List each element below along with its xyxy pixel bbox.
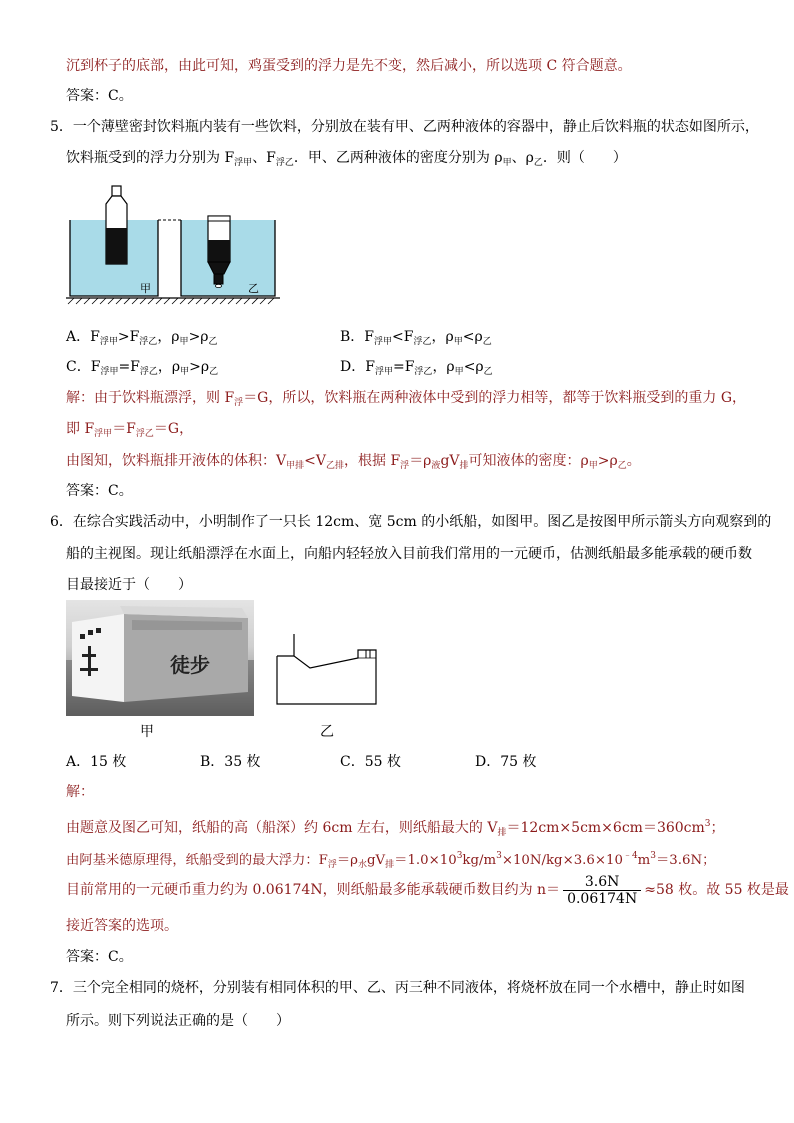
text-run: 由题意及图乙可知，纸船的高（船深）约 6cm 左右，则纸船最大的 V	[66, 820, 498, 836]
q6-stem-line1: 6．在综合实践活动中，小明制作了一只长 12cm、宽 5cm 的小纸船，如图甲。图乙是按图甲所示箭头方向观察到的	[50, 514, 772, 530]
subscript: 乙	[208, 337, 218, 347]
text-run: ．则（ ）	[542, 150, 627, 166]
fraction-numerator: 3.6N	[563, 874, 641, 891]
subscript: 排	[497, 828, 507, 838]
subscript: 甲	[180, 367, 190, 377]
text-run: D．F	[340, 359, 375, 375]
subscript: 甲	[179, 337, 189, 347]
q7-stem-line2: 所示。则下列说法正确的是（ ）	[66, 1013, 290, 1029]
subscript: 浮	[327, 860, 337, 870]
subscript: 乙	[483, 367, 493, 377]
text-run: >ρ	[188, 329, 209, 345]
text-run: ，ρ	[157, 329, 180, 345]
q6-caption-right: 乙	[320, 724, 334, 740]
subscript: 甲排	[286, 461, 305, 471]
subscript: 浮乙	[135, 429, 154, 439]
q4-answer: 答案：C。	[66, 88, 133, 104]
text-run: <ρ	[463, 359, 484, 375]
q6-solution-line4: 接近答案的选项。	[66, 918, 178, 934]
text-run: gV	[440, 453, 460, 469]
subscript: 水	[358, 860, 368, 870]
subscript: 浮乙	[275, 158, 294, 168]
text-run: ，ρ	[431, 329, 454, 345]
q6-option-d[interactable]: D．75 枚	[475, 754, 537, 770]
text-run: 即 F	[66, 421, 95, 437]
text-run: <F	[392, 329, 414, 345]
left-bottle	[106, 186, 127, 264]
subscript: 浮乙	[413, 337, 432, 347]
superscript: ﹣4	[622, 851, 638, 861]
q5-stem-line2	[66, 148, 627, 173]
text-run: =F	[118, 359, 140, 375]
q5-option-b[interactable]	[340, 327, 492, 352]
q6-paper-boat-photo	[66, 600, 254, 716]
q6-boat-front-view	[272, 626, 384, 708]
q5-option-c[interactable]	[66, 357, 218, 382]
text-run: 饮料瓶受到的浮力分别为 F	[66, 150, 235, 166]
text-run: B．F	[340, 329, 375, 345]
subscript: 乙	[209, 367, 219, 377]
text-run: 。	[626, 453, 641, 469]
subscript: 浮	[234, 398, 244, 408]
ground-hatching	[68, 298, 274, 304]
subscript: 浮甲	[374, 367, 393, 377]
text-run: 目前常用的一元硬币重力约为 0.06174N，则纸船最多能承载硬币数目约为 n＝	[66, 882, 561, 898]
text-run: 、ρ	[511, 150, 534, 166]
q4-text-line: 沉到杯子的底部，由此可知，鸡蛋受到的浮力是先不变，然后减小，所以选项 C 符合题意。	[66, 58, 632, 74]
text-run: >F	[117, 329, 140, 345]
text-run: C．F	[66, 359, 101, 375]
subscript: 浮乙	[139, 367, 158, 377]
q6-stem-line2: 船的主视图。现让纸船漂浮在水面上，向船内轻轻放入目前我们常用的一元硬币，估测纸船最多能承载的硬币数	[66, 546, 752, 562]
text-run: ＝G，所以，饮料瓶在两种液体中受到的浮力相等，都等于饮料瓶受到的重力 G，	[243, 390, 747, 406]
text-run: ＝3.6N；	[656, 853, 716, 868]
q5-solution-line1	[66, 388, 746, 413]
q6-solution-head: 解：	[66, 784, 94, 800]
q6-stem-line3: 目最接近于（ ）	[66, 577, 192, 593]
q5-solution-line2	[66, 419, 193, 444]
subscript: 浮乙	[139, 337, 158, 347]
subscript: 浮甲	[374, 337, 393, 347]
text-run: >ρ	[189, 359, 210, 375]
text-run: >ρ	[597, 453, 618, 469]
superscript: 3	[650, 851, 657, 861]
fraction	[563, 874, 641, 907]
text-run: ，ρ	[432, 359, 455, 375]
text-run: ＝1.0×10	[394, 853, 457, 868]
text-run: ＝12cm×5cm×6cm＝360cm	[506, 820, 705, 836]
text-run: ≈58 枚。故 55 枚是最	[644, 882, 789, 898]
subscript: 甲	[588, 461, 598, 471]
subscript: 乙	[533, 158, 543, 168]
text-run: A．F	[66, 329, 100, 345]
subscript: 甲	[502, 158, 512, 168]
subscript: 浮甲	[234, 158, 253, 168]
q5-option-d[interactable]	[340, 357, 493, 382]
subscript: 浮甲	[100, 367, 119, 377]
text-run: ＝F	[112, 421, 136, 437]
fig-label-left: 甲	[140, 282, 151, 295]
subscript: 液	[431, 461, 441, 471]
subscript: 浮甲	[99, 337, 118, 347]
text-run: 由图知，饮料瓶排开液体的体积：V	[66, 453, 287, 469]
text-run: ．甲、乙两种液体的密度分别为 ρ	[293, 150, 503, 166]
q5-answer: 答案：C。	[66, 483, 133, 499]
q5-stem-line1: 5．一个薄壁密封饮料瓶内装有一些饮料，分别放在装有甲、乙两种液体的容器中，静止后饮料瓶的状态如图所示，	[50, 119, 759, 135]
text-run: kg/m	[462, 853, 497, 868]
text-run: ＝G，	[153, 421, 194, 437]
text-run: ，根据 F	[344, 453, 401, 469]
q6-option-c[interactable]: C．55 枚	[340, 754, 401, 770]
q6-solution-line2	[66, 846, 715, 875]
text-run: <V	[304, 453, 326, 469]
q6-option-b[interactable]: B．35 枚	[200, 754, 261, 770]
fig-label-right: 乙	[248, 282, 259, 295]
text-run: ＝ρ	[336, 853, 359, 868]
superscript: 3	[496, 851, 502, 861]
subscript: 浮甲	[94, 429, 113, 439]
text-run: ＝ρ	[409, 453, 432, 469]
q5-bottle-figure	[66, 182, 286, 314]
q6-option-a[interactable]: A．15 枚	[66, 754, 127, 770]
q6-solution-line3	[66, 872, 789, 908]
subscript: 乙排	[325, 461, 344, 471]
subscript: 乙	[617, 461, 627, 471]
fraction-denominator: 0.06174N	[567, 890, 638, 907]
text-run: gV	[367, 853, 386, 868]
text-run: <ρ	[462, 329, 483, 345]
subscript: 排	[459, 461, 469, 471]
subscript: 排	[385, 860, 395, 870]
text-run: 解：由于饮料瓶漂浮，则 F	[66, 390, 235, 406]
superscript: 3	[456, 851, 463, 861]
subscript: 甲	[454, 367, 464, 377]
subscript: 浮	[400, 461, 410, 471]
boat-photo-text: 徒步	[170, 653, 210, 677]
q6-caption-left: 甲	[140, 724, 154, 740]
subscript: 浮乙	[414, 367, 433, 377]
q6-answer: 答案：C。	[66, 949, 133, 965]
superscript: 3	[704, 819, 711, 829]
text-run: 由阿基米德原理得，纸船受到的最大浮力：F	[66, 853, 328, 868]
text-run: ×10N/kg×3.6×10	[501, 853, 623, 868]
text-run: 、F	[252, 150, 276, 166]
text-run: m	[637, 853, 651, 868]
q7-stem-line1: 7．三个完全相同的烧杯，分别装有相同体积的甲、乙、丙三种不同液体，将烧杯放在同一个水槽中，静止时如图	[50, 980, 745, 996]
text-run: ；	[710, 820, 725, 836]
subscript: 乙	[482, 337, 492, 347]
text-run: ，ρ	[157, 359, 181, 375]
text-run: =F	[392, 359, 415, 375]
text-run: 可知液体的密度：ρ	[468, 453, 589, 469]
q6-solution-line1	[66, 814, 725, 843]
q5-option-a[interactable]	[66, 327, 218, 352]
q5-solution-line3	[66, 451, 641, 476]
subscript: 甲	[453, 337, 463, 347]
